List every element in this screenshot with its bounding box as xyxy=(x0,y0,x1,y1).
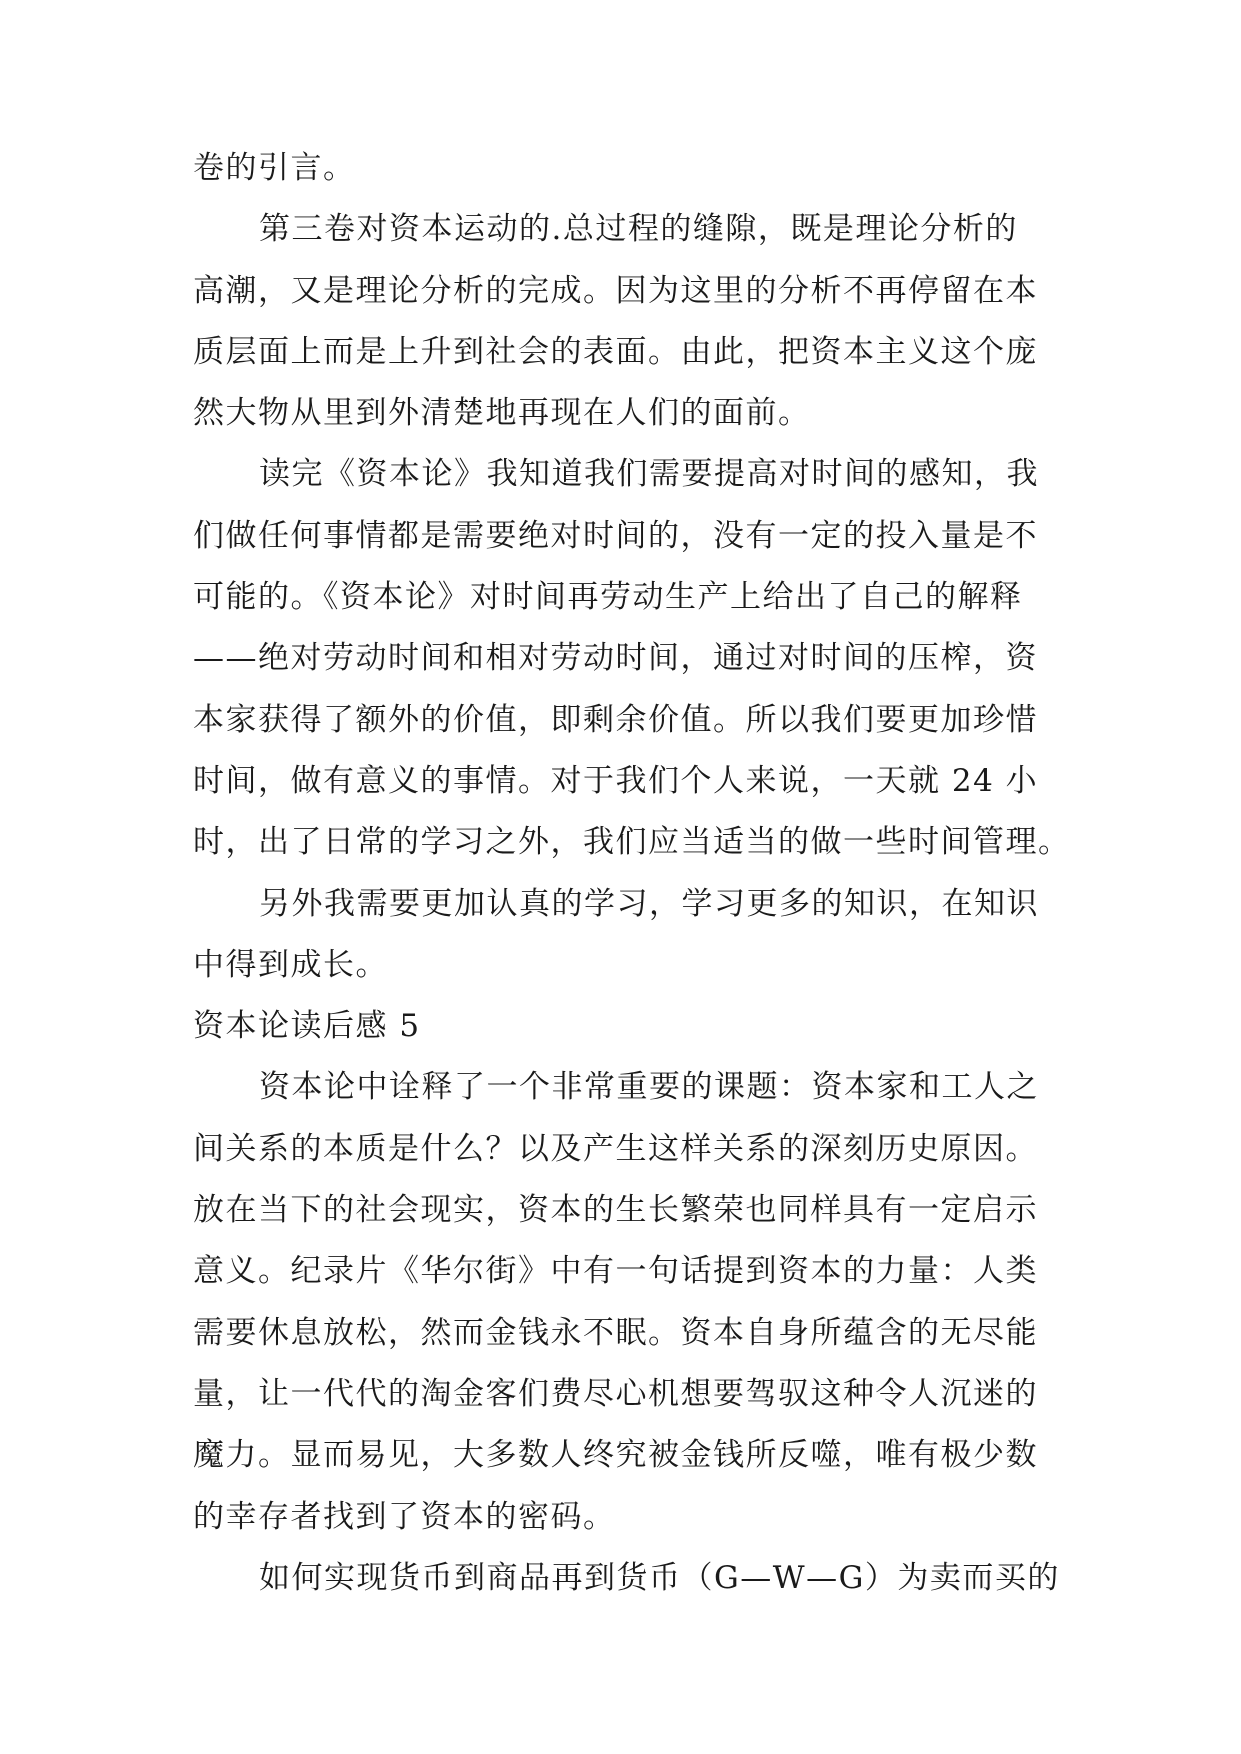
paragraph-2 xyxy=(193,199,1073,444)
text-line: ——绝对劳动时间和相对劳动时间，通过对时间的压榨，资 xyxy=(193,640,1038,677)
paragraph-1 xyxy=(193,138,1073,199)
text-line: 时，出了日常的学习之外，我们应当适当的做一些时间管理。 xyxy=(193,824,1071,861)
text-line: 然大物从里到外清楚地再现在人们的面前。 xyxy=(193,395,811,432)
text-line: 中得到成长。 xyxy=(193,946,388,983)
document-page xyxy=(193,138,1073,1609)
text-line: 放在当下的社会现实，资本的生长繁荣也同样具有一定启示 xyxy=(193,1192,1038,1229)
paragraph-5 xyxy=(193,1057,1073,1547)
text-line: 第三卷对资本运动的.总过程的缝隙，既是理论分析的 xyxy=(259,211,1018,248)
paragraph-6 xyxy=(193,1548,1073,1609)
text-line: 的幸存者找到了资本的密码。 xyxy=(193,1498,616,1535)
paragraph-4 xyxy=(193,874,1073,997)
text-line: 可能的。《资本论》对时间再劳动生产上给出了自己的解释 xyxy=(193,579,1023,616)
section-heading: 资本论读后感 5 xyxy=(193,1008,421,1045)
text-line: 读完《资本论》我知道我们需要提高对时间的感知，我 xyxy=(259,456,1039,493)
text-line: 们做任何事情都是需要绝对时间的，没有一定的投入量是不 xyxy=(193,517,1038,554)
text-line: 时间，做有意义的事情。对于我们个人来说，一天就 24 小 xyxy=(193,762,1039,799)
paragraph-3 xyxy=(193,444,1073,873)
text-line: 意义。纪录片《华尔街》中有一句话提到资本的力量：人类 xyxy=(193,1253,1038,1290)
text-line: 资本论中诠释了一个非常重要的课题：资本家和工人之 xyxy=(259,1069,1039,1106)
text-line: 魔力。显而易见，大多数人终究被金钱所反噬，唯有极少数 xyxy=(193,1437,1038,1474)
text-line: 如何实现货币到商品再到货币（G—W—G）为卖而买的 xyxy=(259,1559,1060,1596)
text-line: 间关系的本质是什么？以及产生这样关系的深刻历史原因。 xyxy=(193,1130,1038,1167)
text-line: 质层面上而是上升到社会的表面。由此，把资本主义这个庞 xyxy=(193,333,1038,370)
text-line: 卷的引言。 xyxy=(193,150,356,186)
text-line: 高潮，又是理论分析的完成。因为这里的分析不再停留在本 xyxy=(193,272,1038,309)
text-line: 量，让一代代的淘金客们费尽心机想要驾驭这种令人沉迷的 xyxy=(193,1375,1038,1412)
text-line: 需要休息放松，然而金钱永不眠。资本自身所蕴含的无尽能 xyxy=(193,1314,1038,1351)
text-line: 另外我需要更加认真的学习，学习更多的知识，在知识 xyxy=(259,885,1039,922)
text-line: 本家获得了额外的价值，即剩余价值。所以我们要更加珍惜 xyxy=(193,701,1038,738)
